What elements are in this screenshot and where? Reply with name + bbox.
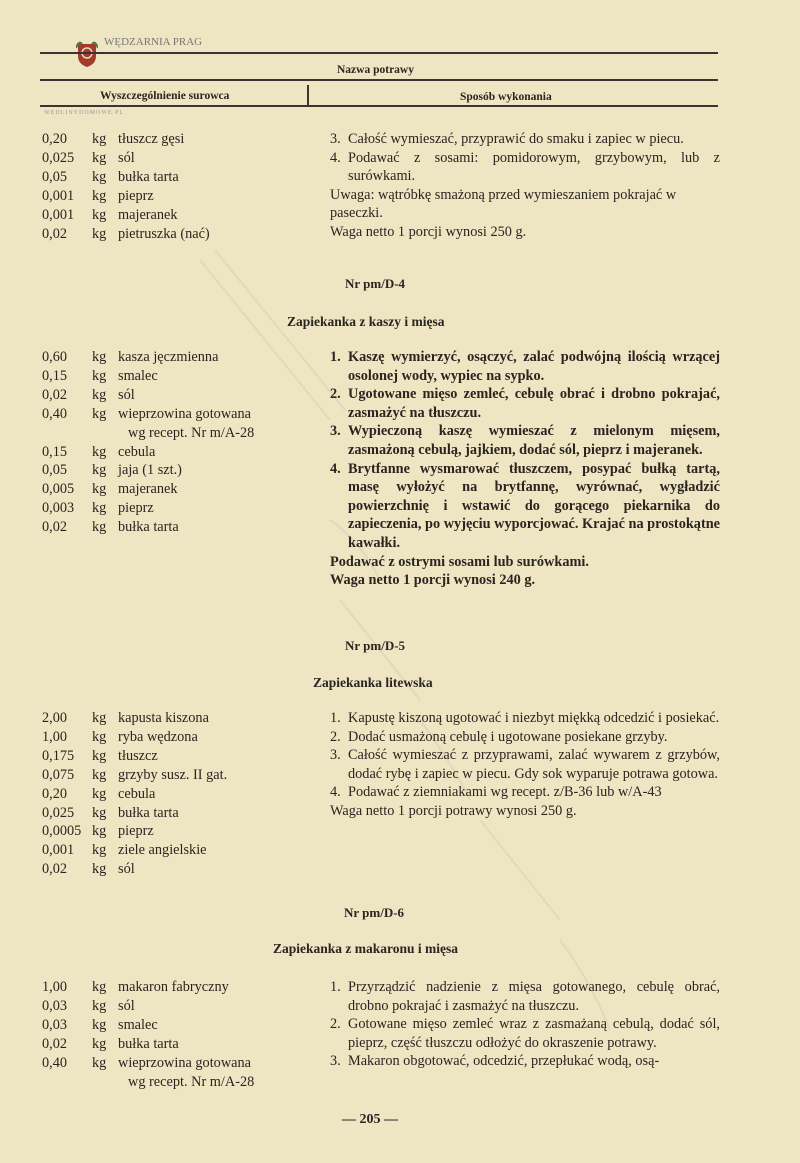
rule-bottom [40, 105, 718, 107]
ingredient-unit: kg [92, 823, 107, 840]
ingredient-amount: 0,20 [42, 131, 68, 147]
step-text: Dodać usmażoną cebulę i ugotowane posiekane grzyby. [348, 728, 668, 745]
ingredient-amount: 0,02 [42, 1035, 68, 1052]
ingredient-name: tłuszcz [118, 747, 158, 764]
ingredient-name: ziele angielskie [118, 842, 207, 859]
step-number: 2. [330, 386, 341, 403]
step-text: Gotowane mięso zemleć wraz z zasmażaną cebulą, dodać sól, pieprz, część tłuszczu odłożyć do okraszenie potrawy. [348, 1016, 720, 1051]
ingredient-unit: kg [92, 131, 107, 147]
method-step [330, 728, 720, 747]
ingredient-name: pieprz [118, 823, 154, 840]
method-step [330, 149, 720, 186]
ingredient-unit: kg [92, 462, 107, 479]
ingredient-unit [92, 424, 118, 443]
ingredient-amount: 0,02 [42, 861, 68, 878]
ingredient-row [42, 149, 210, 168]
ingredient-name: kasza jęczmienna [118, 349, 219, 365]
ingredient-unit: kg [92, 728, 107, 745]
ingredient-list [42, 348, 254, 537]
logo-subtext: WEDLINYDOMOWE.PL [44, 110, 125, 116]
ingredient-unit: kg [92, 842, 107, 859]
ingredient-unit: kg [92, 386, 107, 403]
ingredient-name: cebula [118, 785, 156, 802]
ingredient-name: bułka tarta [118, 1035, 179, 1052]
ingredient-name: kapusta kiszona [118, 710, 209, 726]
ingredient-amount: 1,00 [42, 728, 68, 745]
ingredient-unit: kg [92, 206, 107, 223]
method-steps [330, 978, 720, 1071]
ingredient-unit: kg [92, 349, 107, 365]
ingredient-unit: kg [92, 149, 107, 166]
ingredient-unit: kg [92, 367, 107, 384]
ingredient-unit: kg [92, 861, 107, 878]
recipe-number: Nr pm/D-6 [344, 905, 405, 920]
step-text: Makaron obgotować, odcedzić, przepłukać wodą, osą- [348, 1053, 660, 1070]
ingredient-amount: 0,025 [42, 804, 75, 821]
ingredient-row [42, 461, 254, 480]
ingredient-row [42, 443, 254, 462]
ingredient-amount: 0,075 [42, 766, 75, 783]
ingredient-unit: kg [92, 481, 107, 498]
step-number: 2. [330, 728, 341, 745]
ingredient-row [42, 804, 227, 823]
method-step [330, 460, 720, 553]
rule-top [40, 52, 718, 54]
ingredient-amount: 0,001 [42, 206, 75, 223]
step-text: Ugotowane mięso zemleć, cebulę obrać i drobno pokrajać, zasmażyć na tłuszczu. [348, 386, 720, 421]
step-text: Całość wymieszać z przyprawami, zalać wywarem z grzybów, dodać rybę i zapiec w piecu. Gdy sok wyparuje potrawa gotowa. [348, 747, 720, 782]
ingredient-row [42, 1054, 254, 1073]
recipe-title: Zapiekanka z makaronu i mięsa [273, 941, 459, 956]
step-text: Całość wymieszać, przyprawić do smaku i zapiec w piecu. [348, 131, 684, 147]
ingredient-unit: kg [92, 168, 107, 185]
method-note: Waga netto 1 porcji potrawy wynosi 250 g. [330, 802, 577, 819]
step-number: 3. [330, 131, 341, 147]
ingredient-unit: kg [92, 519, 107, 536]
ingredient-name: sól [118, 861, 135, 878]
step-number: 3. [330, 1053, 341, 1070]
ingredient-unit: kg [92, 500, 107, 517]
ingredient-name: wg recept. Nr m/A-28 [128, 424, 255, 441]
ingredient-unit: kg [92, 405, 107, 422]
ingredient-unit: kg [92, 225, 107, 242]
ingredient-name: wg recept. Nr m/A-28 [128, 1073, 255, 1090]
method-step [330, 1015, 720, 1052]
ingredient-amount: 0,40 [42, 405, 68, 422]
step-number: 1. [330, 979, 341, 995]
ingredient-unit: kg [92, 1035, 107, 1052]
method-steps [330, 709, 720, 821]
ingredient-row [42, 747, 227, 766]
method-step [330, 422, 720, 459]
step-number: 3. [330, 747, 341, 764]
recipe-title: Zapiekanka litewska [313, 675, 433, 690]
ingredient-amount: 0,025 [42, 149, 75, 166]
ingredient-row [42, 225, 210, 244]
ingredient-unit: kg [92, 747, 107, 764]
step-number: 1. [330, 349, 341, 365]
ingredient-row [42, 168, 210, 187]
ingredient-row [42, 130, 210, 149]
ingredient-name: grzyby susz. II gat. [118, 766, 228, 783]
ingredient-name: jaja (1 szt.) [118, 462, 182, 479]
ingredient-list [42, 709, 227, 879]
ingredient-amount: 0,05 [42, 462, 68, 479]
step-text: Kapustę kiszoną ugotować i niezbyt miękką odcedzić i posiekać. [348, 710, 720, 726]
ingredient-row [42, 499, 254, 518]
ingredient-amount: 0,03 [42, 1016, 68, 1033]
ingredient-name: ryba wędzona [118, 728, 198, 745]
ingredient-amount: 0,005 [42, 481, 75, 498]
ingredient-row [42, 1035, 254, 1054]
ingredient-amount: 0,003 [42, 500, 75, 517]
step-text: Brytfanne wysmarować tłuszczem, posypać bułką tartą, masę wyłożyć na brytfannę, wyrównać, wygładzić powierzchnię i wstawić do gorącego piekarnika do zapieczenia, po wyjęciu wyporcjować. Krajać na prostokątne kawałki. [348, 460, 720, 551]
method-note: Podawać z ostrymi sosami lub surówkami. [330, 553, 589, 570]
method-step [330, 1052, 720, 1071]
ingredient-name: wieprzowina gotowana [118, 1054, 251, 1071]
ingredient-row [42, 1016, 254, 1035]
ingredient-row [42, 187, 210, 206]
ingredient-amount: 0,001 [42, 187, 75, 204]
method-step [330, 783, 720, 802]
step-number: 3. [330, 423, 341, 440]
ingredient-unit: kg [92, 710, 107, 726]
ingredient-name: sól [118, 997, 135, 1014]
step-text: Podawać z ziemniakami wg recept. z/B-36 lub w/A-43 [348, 784, 662, 801]
ingredient-amount: 2,00 [42, 710, 68, 726]
method-step [330, 709, 720, 728]
method-step [330, 385, 720, 422]
step-text: Przyrządzić nadzienie z mięsa gotowanego, cebulę obrać, drobno pokrajać i zasmażyć na tłuszczu. [348, 979, 720, 1014]
ingredient-name: tłuszcz gęsi [118, 131, 185, 147]
ingredient-row [42, 728, 227, 747]
method-step [330, 130, 720, 149]
ingredient-row [42, 822, 227, 841]
step-number: 2. [330, 1016, 341, 1033]
method-step [330, 978, 720, 1015]
ingredient-row [42, 766, 227, 785]
header-divider [307, 85, 309, 105]
ingredient-name: bułka tarta [118, 519, 179, 536]
ingredient-row [42, 367, 254, 386]
ingredient-name: bułka tarta [118, 804, 179, 821]
ingredient-amount: 0,0005 [42, 823, 82, 840]
ingredient-amount: 0,02 [42, 225, 68, 242]
ingredient-row [42, 860, 227, 879]
method-steps [330, 130, 720, 242]
ingredient-unit: kg [92, 443, 107, 460]
header-ingredients: Wyszczególnienie surowca [100, 90, 230, 102]
ingredient-amount: 0,15 [42, 367, 68, 384]
ingredient-amount: 0,20 [42, 785, 68, 802]
ingredient-unit: kg [92, 187, 107, 204]
ingredient-row [42, 997, 254, 1016]
page-number: — 205 — [342, 1112, 398, 1127]
ingredient-unit: kg [92, 1054, 107, 1071]
method-note: Waga netto 1 porcji wynosi 250 g. [330, 223, 527, 240]
step-text: Podawać z sosami: pomidorowym, grzybowym, lub z surówkami. [348, 149, 720, 185]
ingredient-unit: kg [92, 785, 107, 802]
recipe-number: Nr pm/D-5 [345, 638, 406, 653]
ingredient-unit: kg [92, 804, 107, 821]
ingredient-amount: 0,15 [42, 443, 68, 460]
ingredient-unit: kg [92, 766, 107, 783]
recipe-number: Nr pm/D-4 [345, 276, 406, 291]
ingredient-unit: kg [92, 979, 107, 995]
step-text: Kaszę wymierzyć, osączyć, zalać podwójną ilością wrzącej osolonej wody, wypiec na sypko. [348, 349, 720, 384]
ingredient-name: pietruszka (nać) [118, 225, 210, 242]
step-text: Wypieczoną kaszę wymieszać z mielonym mięsem, zasmażoną cebulą, jajkiem, dodać sól, pieprz i majeranek. [348, 423, 720, 458]
ingredient-name: smalec [118, 367, 158, 384]
ingredient-row [42, 978, 254, 997]
header-method: Sposób wykonania [460, 91, 552, 103]
ingredient-amount: 0,02 [42, 519, 68, 536]
ingredient-amount: 0,05 [42, 168, 68, 185]
ingredient-row [42, 405, 254, 424]
recipe-title: Zapiekanka z kaszy i mięsa [287, 314, 445, 329]
method-step [330, 348, 720, 385]
ingredient-row [42, 841, 227, 860]
ingredient-name: wieprzowina gotowana [118, 405, 251, 422]
ingredient-list [42, 130, 210, 243]
ingredient-row [42, 1073, 254, 1092]
ingredient-row [42, 709, 227, 728]
ingredient-name: smalec [118, 1016, 158, 1033]
ingredient-amount [42, 1073, 92, 1092]
ingredient-name: pieprz [118, 187, 154, 204]
method-note: Waga netto 1 porcji wynosi 240 g. [330, 572, 536, 589]
ingredient-amount: 1,00 [42, 979, 68, 995]
ingredient-name: sól [118, 386, 135, 403]
ingredient-name: sól [118, 149, 135, 166]
ingredient-row [42, 480, 254, 499]
step-number: 4. [330, 460, 341, 477]
ingredient-name: cebula [118, 443, 156, 460]
ingredient-name: bułka tarta [118, 168, 179, 185]
ingredient-amount: 0,60 [42, 349, 68, 365]
ingredient-unit: kg [92, 997, 107, 1014]
ingredient-amount: 0,02 [42, 386, 68, 403]
ingredient-row [42, 785, 227, 804]
ingredient-row [42, 518, 254, 537]
ingredient-name: majeranek [118, 206, 178, 223]
step-number: 1. [330, 710, 341, 726]
ingredient-name: pieprz [118, 500, 154, 517]
ingredient-name: makaron fabryczny [118, 979, 229, 995]
ingredient-unit: kg [92, 1016, 107, 1033]
ingredient-amount [42, 424, 92, 443]
ingredient-row [42, 348, 254, 367]
rule-mid [40, 79, 718, 81]
ingredient-amount: 0,175 [42, 747, 75, 764]
logo-text: WĘDZARNIA PRAG [104, 36, 203, 48]
step-number: 4. [330, 784, 341, 801]
ingredient-unit [92, 1073, 118, 1092]
method-step [330, 746, 720, 783]
ingredient-row [42, 424, 254, 443]
header-dish-name: Nazwa potrawy [337, 64, 414, 76]
method-note: Uwaga: wątróbkę smażoną przed wymieszaniem pokrajać w paseczki. [330, 186, 677, 222]
ingredient-row [42, 386, 254, 405]
ingredient-row [42, 206, 210, 225]
method-steps [330, 348, 720, 590]
ingredient-amount: 0,40 [42, 1054, 68, 1071]
ingredient-amount: 0,001 [42, 842, 75, 859]
ingredient-name: majeranek [118, 481, 178, 498]
ingredient-amount: 0,03 [42, 997, 68, 1014]
step-number: 4. [330, 149, 341, 166]
ingredient-list [42, 978, 254, 1091]
